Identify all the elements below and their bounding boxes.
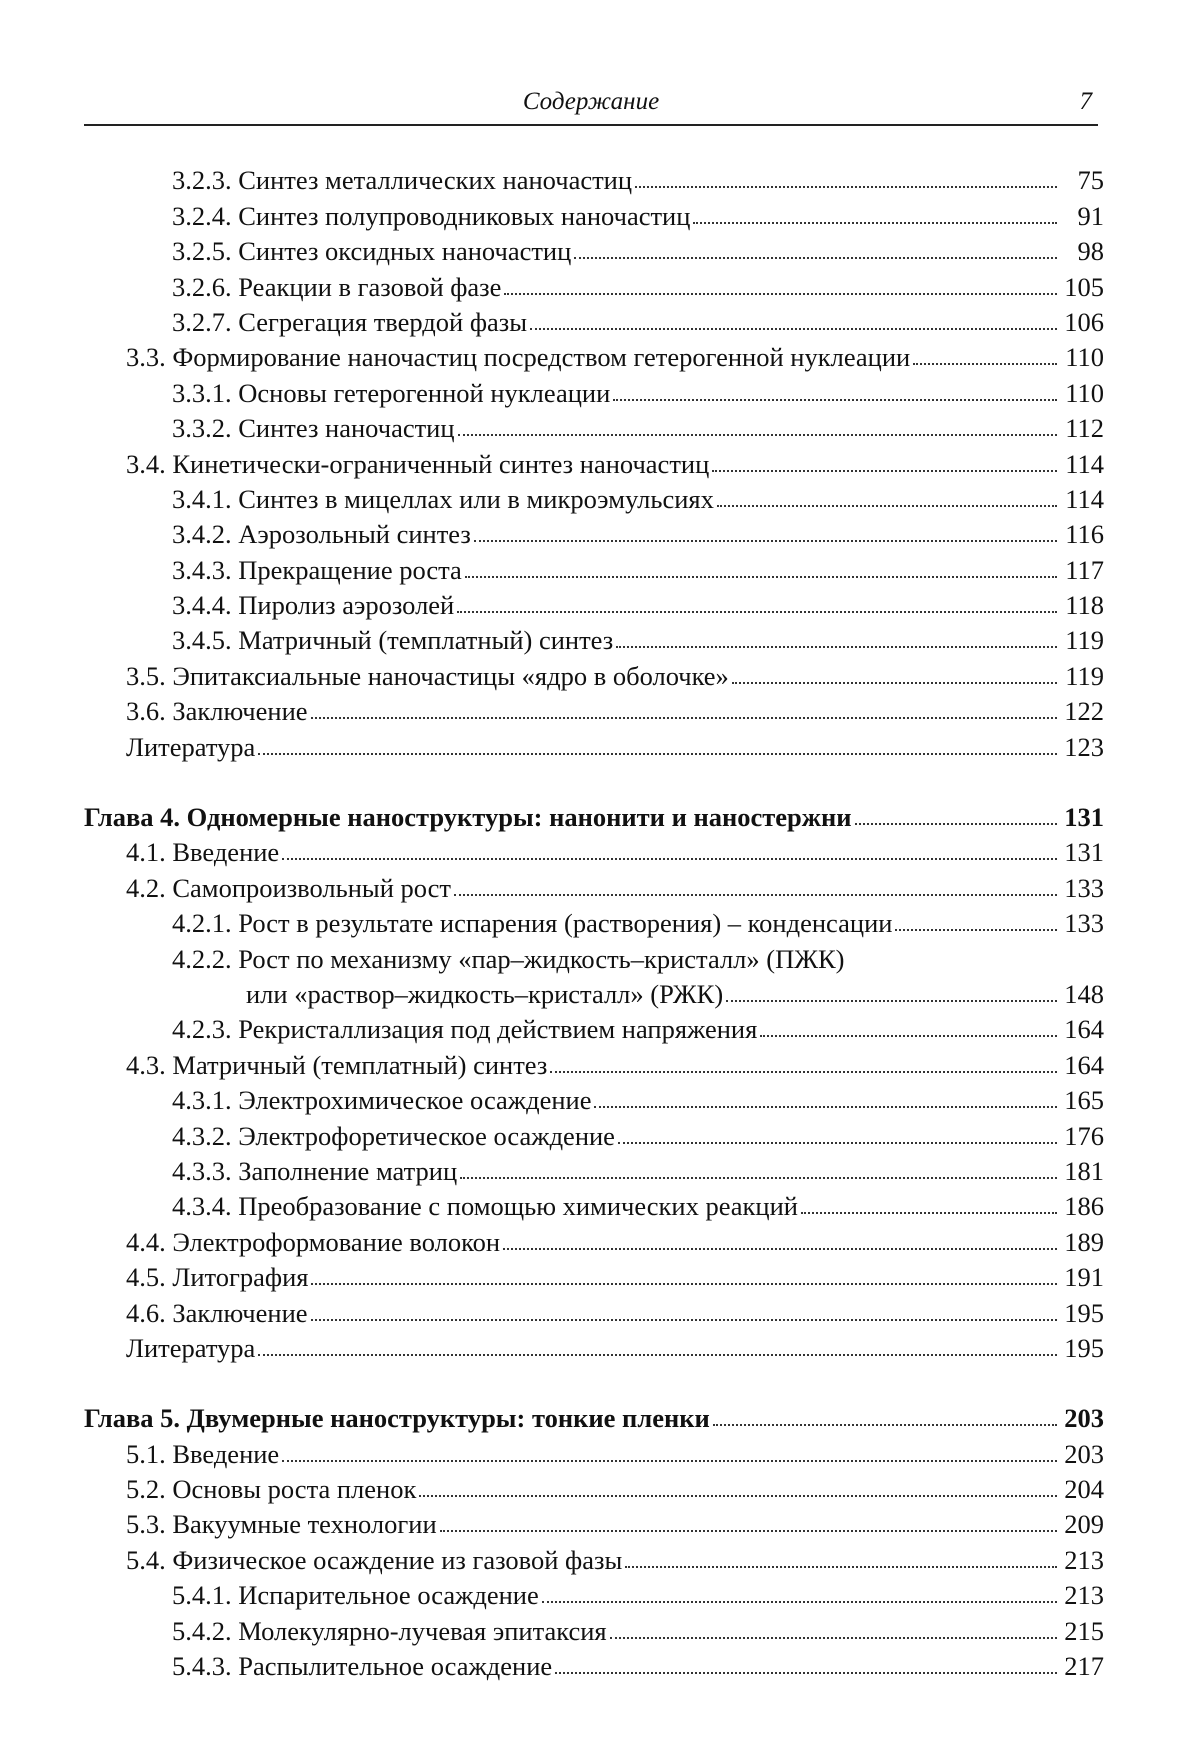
toc-entry-page: 105: [1064, 271, 1104, 302]
dot-leader: [282, 858, 1057, 860]
toc-entry[interactable]: [84, 337, 1104, 372]
toc-entry-title: 3.4.3. Прекращение роста: [172, 554, 462, 585]
toc-entry-title: Литература: [126, 731, 256, 762]
toc-entry[interactable]: [84, 585, 1104, 620]
dot-leader: [550, 1071, 1057, 1073]
dot-leader: [713, 1424, 1057, 1426]
toc-entry-page: 215: [1064, 1615, 1104, 1646]
dot-leader: [613, 399, 1057, 401]
dot-leader: [503, 1248, 1057, 1250]
toc-entry[interactable]: [84, 514, 1104, 549]
toc-entry-page: 119: [1065, 625, 1104, 656]
toc-entry-page: 191: [1064, 1262, 1104, 1293]
toc-entry-page: 213: [1064, 1544, 1104, 1575]
toc-entry-page: 116: [1065, 519, 1104, 550]
toc-entry-page: 164: [1064, 1014, 1104, 1045]
toc-entry-title: 3.2.6. Реакции в газовой фазе: [172, 271, 502, 302]
toc-entry[interactable]: [84, 549, 1104, 584]
toc-entry-page: 204: [1064, 1474, 1104, 1505]
toc-entry[interactable]: [84, 1575, 1104, 1610]
dot-leader: [693, 222, 1057, 224]
dot-leader: [311, 1319, 1057, 1321]
dot-leader: [555, 1672, 1057, 1674]
toc-entry-title: 4.6. Заключение: [126, 1297, 308, 1328]
dot-leader: [311, 717, 1057, 719]
toc-entry-title: 3.4.4. Пиролиз аэрозолей: [172, 590, 455, 621]
toc-entry[interactable]: [84, 832, 1104, 867]
toc-chapter-entry[interactable]: [84, 797, 1104, 832]
dot-leader: [258, 753, 1057, 755]
dot-leader: [610, 1637, 1057, 1639]
toc-entry-title: 5.4.2. Молекулярно-лучевая эпитаксия: [172, 1615, 607, 1646]
toc-entry-page: 189: [1064, 1226, 1104, 1257]
toc-entry-page: 110: [1065, 342, 1104, 373]
toc-entry[interactable]: [84, 1221, 1104, 1256]
toc-entry-title: 5.3. Вакуумные технологии: [126, 1509, 437, 1540]
toc-entry-title: 4.2.3. Рекристаллизация под действием напряжения: [172, 1014, 758, 1045]
toc-entry-page: 186: [1064, 1191, 1104, 1222]
page-number: 7: [1079, 88, 1092, 115]
toc-entry[interactable]: [84, 1610, 1104, 1645]
toc-entry-page: 131: [1064, 802, 1104, 833]
dot-leader: [717, 505, 1057, 507]
toc-entry[interactable]: [84, 479, 1104, 514]
toc-entry-title: 4.3.1. Электрохимическое осаждение: [172, 1085, 592, 1116]
toc-entry-page: 195: [1064, 1332, 1104, 1363]
toc-entry-page: 133: [1064, 908, 1104, 939]
toc-entry[interactable]: [84, 1186, 1104, 1221]
toc-entry-page: 181: [1064, 1155, 1104, 1186]
toc-entry[interactable]: [84, 1257, 1104, 1292]
dot-leader: [574, 257, 1057, 259]
toc-entry-title: 3.6. Заключение: [126, 696, 308, 727]
dot-leader: [801, 1212, 1057, 1214]
toc-entry-page: 203: [1064, 1403, 1104, 1434]
toc-entry-page: 164: [1064, 1049, 1104, 1080]
toc-entry-page: 114: [1065, 483, 1104, 514]
toc-entry[interactable]: [84, 266, 1104, 301]
toc-entry-page: 213: [1064, 1580, 1104, 1611]
toc-entry-title: 4.1. Введение: [126, 837, 280, 868]
toc-entry[interactable]: [84, 302, 1104, 337]
dot-leader: [465, 576, 1057, 578]
dot-leader: [618, 1142, 1057, 1144]
dot-leader: [616, 646, 1057, 648]
dot-leader: [625, 1566, 1057, 1568]
toc-entry-page: 195: [1064, 1297, 1104, 1328]
table-of-contents: [84, 160, 1104, 1681]
toc-entry-title: 4.2. Самопроизвольный рост: [126, 872, 452, 903]
toc-entry-title: 5.4. Физическое осаждение из газовой фазы: [126, 1544, 623, 1575]
dot-leader: [311, 1283, 1057, 1285]
toc-entry[interactable]: [84, 372, 1104, 407]
dot-leader: [457, 611, 1057, 613]
toc-entry-page: 117: [1065, 554, 1104, 585]
toc-entry-title: 3.4.2. Аэрозольный синтез: [172, 519, 471, 550]
toc-entry[interactable]: [84, 1469, 1104, 1504]
toc-entry-title: 3.3. Формирование наночастиц посредством гетерогенной нуклеации: [126, 342, 911, 373]
dot-leader: [726, 1000, 1057, 1002]
dot-leader: [440, 1530, 1057, 1532]
toc-entry-title: Глава 4. Одномерные наноструктуры: нанонити и наностержни: [84, 802, 852, 833]
running-header: [84, 84, 1098, 126]
toc-entry-title: 5.2. Основы роста пленок: [126, 1474, 417, 1505]
toc-entry-title: 4.2.2. Рост по механизму «пар–жидкость–кристалл» (ПЖК): [172, 943, 845, 974]
toc-entry-title: 4.5. Литография: [126, 1262, 309, 1293]
toc-entry[interactable]: [84, 1080, 1104, 1115]
dot-leader: [458, 434, 1057, 436]
dot-leader: [594, 1106, 1057, 1108]
toc-entry-title: 3.2.5. Синтез оксидных наночастиц: [172, 236, 572, 267]
toc-entry[interactable]: [84, 726, 1104, 761]
toc-entry-page: 119: [1065, 660, 1104, 691]
toc-entry[interactable]: [84, 1044, 1104, 1079]
toc-entry-title: 3.2.4. Синтез полупроводниковых наночастиц: [172, 200, 691, 231]
toc-entry[interactable]: [84, 691, 1104, 726]
dot-leader: [530, 328, 1057, 330]
toc-entry[interactable]: [84, 1433, 1104, 1468]
toc-entry-page: 122: [1064, 696, 1104, 727]
toc-entry[interactable]: [84, 620, 1104, 655]
dot-leader: [542, 1601, 1057, 1603]
toc-entry-title: 4.4. Электроформование волокон: [126, 1226, 501, 1257]
toc-entry-page: 98: [1077, 236, 1104, 267]
toc-entry-title: Литература: [126, 1332, 256, 1363]
toc-entry-page: 75: [1077, 165, 1104, 196]
toc-entry-page: 112: [1065, 413, 1104, 444]
toc-entry-page: 110: [1065, 377, 1104, 408]
toc-entry-title: 4.3. Матричный (темплатный) синтез: [126, 1049, 548, 1080]
toc-entry-page: 133: [1064, 872, 1104, 903]
toc-entry-title: 3.5. Эпитаксиальные наночастицы «ядро в оболочке»: [126, 660, 729, 691]
toc-chapter-entry[interactable]: [84, 1398, 1104, 1433]
toc-entry[interactable]: [84, 867, 1104, 902]
dot-leader: [454, 894, 1057, 896]
toc-entry-title: 4.3.4. Преобразование с помощью химических реакций: [172, 1191, 798, 1222]
toc-entry[interactable]: [84, 1115, 1104, 1150]
toc-entry-title: 3.2.7. Сегрегация твердой фазы: [172, 306, 528, 337]
toc-entry-page: 209: [1064, 1509, 1104, 1540]
dot-leader: [855, 823, 1057, 825]
toc-entry[interactable]: [84, 195, 1104, 230]
toc-entry-page: 176: [1064, 1120, 1104, 1151]
toc-entry-page: 217: [1064, 1651, 1104, 1682]
toc-entry-title: 3.4.1. Синтез в мицеллах или в микроэмульсиях: [172, 483, 714, 514]
toc-entry[interactable]: [84, 408, 1104, 443]
dot-leader: [712, 470, 1057, 472]
toc-entry[interactable]: [84, 160, 1104, 195]
toc-entry-title: 5.1. Введение: [126, 1438, 280, 1469]
toc-entry[interactable]: [84, 1151, 1104, 1186]
toc-entry[interactable]: [84, 1646, 1104, 1681]
toc-entry-title: 4.3.3. Заполнение матриц: [172, 1155, 458, 1186]
toc-entry-page: 91: [1077, 200, 1104, 231]
toc-entry[interactable]: [84, 655, 1104, 690]
toc-entry[interactable]: [84, 1328, 1104, 1363]
toc-entry-title: 3.2.3. Синтез металлических наночастиц: [172, 165, 633, 196]
toc-entry-title: 5.4.3. Распылительное осаждение: [172, 1651, 553, 1682]
toc-entry-title: 4.3.2. Электрофоретическое осаждение: [172, 1120, 615, 1151]
toc-entry-title: 3.3.2. Синтез наночастиц: [172, 413, 455, 444]
toc-entry-page: 118: [1065, 590, 1104, 621]
dot-leader: [460, 1177, 1057, 1179]
toc-entry-page: 203: [1064, 1438, 1104, 1469]
toc-entry-page: 123: [1064, 731, 1104, 762]
toc-entry[interactable]: [84, 1504, 1104, 1539]
toc-entry-title: 3.4.5. Матричный (темплатный) синтез: [172, 625, 614, 656]
toc-entry-page: 106: [1064, 306, 1104, 337]
dot-leader: [913, 363, 1057, 365]
dot-leader: [895, 929, 1057, 931]
toc-entry[interactable]: [84, 1539, 1104, 1574]
toc-entry-page: 148: [1064, 978, 1104, 1009]
toc-entry-title: или «раствор–жидкость–кристалл» (РЖК): [246, 978, 724, 1009]
toc-entry-page: 114: [1065, 448, 1104, 479]
dot-leader: [504, 293, 1057, 295]
toc-entry[interactable]: [84, 938, 1104, 973]
header-title: Содержание: [522, 88, 660, 115]
toc-entry-title: 4.2.1. Рост в результате испарения (растворения) – конденсации: [172, 908, 893, 939]
toc-entry-title: 3.3.1. Основы гетерогенной нуклеации: [172, 377, 611, 408]
toc-entry[interactable]: [84, 903, 1104, 938]
toc-entry[interactable]: [84, 231, 1104, 266]
toc-entry[interactable]: [84, 1292, 1104, 1327]
toc-entry-title: Глава 5. Двумерные наноструктуры: тонкие пленки: [84, 1403, 710, 1434]
toc-entry[interactable]: [84, 974, 1104, 1009]
toc-entry-page: 131: [1064, 837, 1104, 868]
dot-leader: [258, 1354, 1057, 1356]
toc-entry-page: 165: [1064, 1085, 1104, 1116]
toc-entry[interactable]: [84, 443, 1104, 478]
dot-leader: [760, 1035, 1057, 1037]
toc-entry[interactable]: [84, 1009, 1104, 1044]
toc-entry-title: 5.4.1. Испарительное осаждение: [172, 1580, 539, 1611]
dot-leader: [419, 1495, 1057, 1497]
dot-leader: [732, 682, 1057, 684]
dot-leader: [282, 1460, 1057, 1462]
toc-entry-title: 3.4. Кинетически-ограниченный синтез наночастиц: [126, 448, 710, 479]
dot-leader: [635, 186, 1057, 188]
dot-leader: [474, 540, 1057, 542]
